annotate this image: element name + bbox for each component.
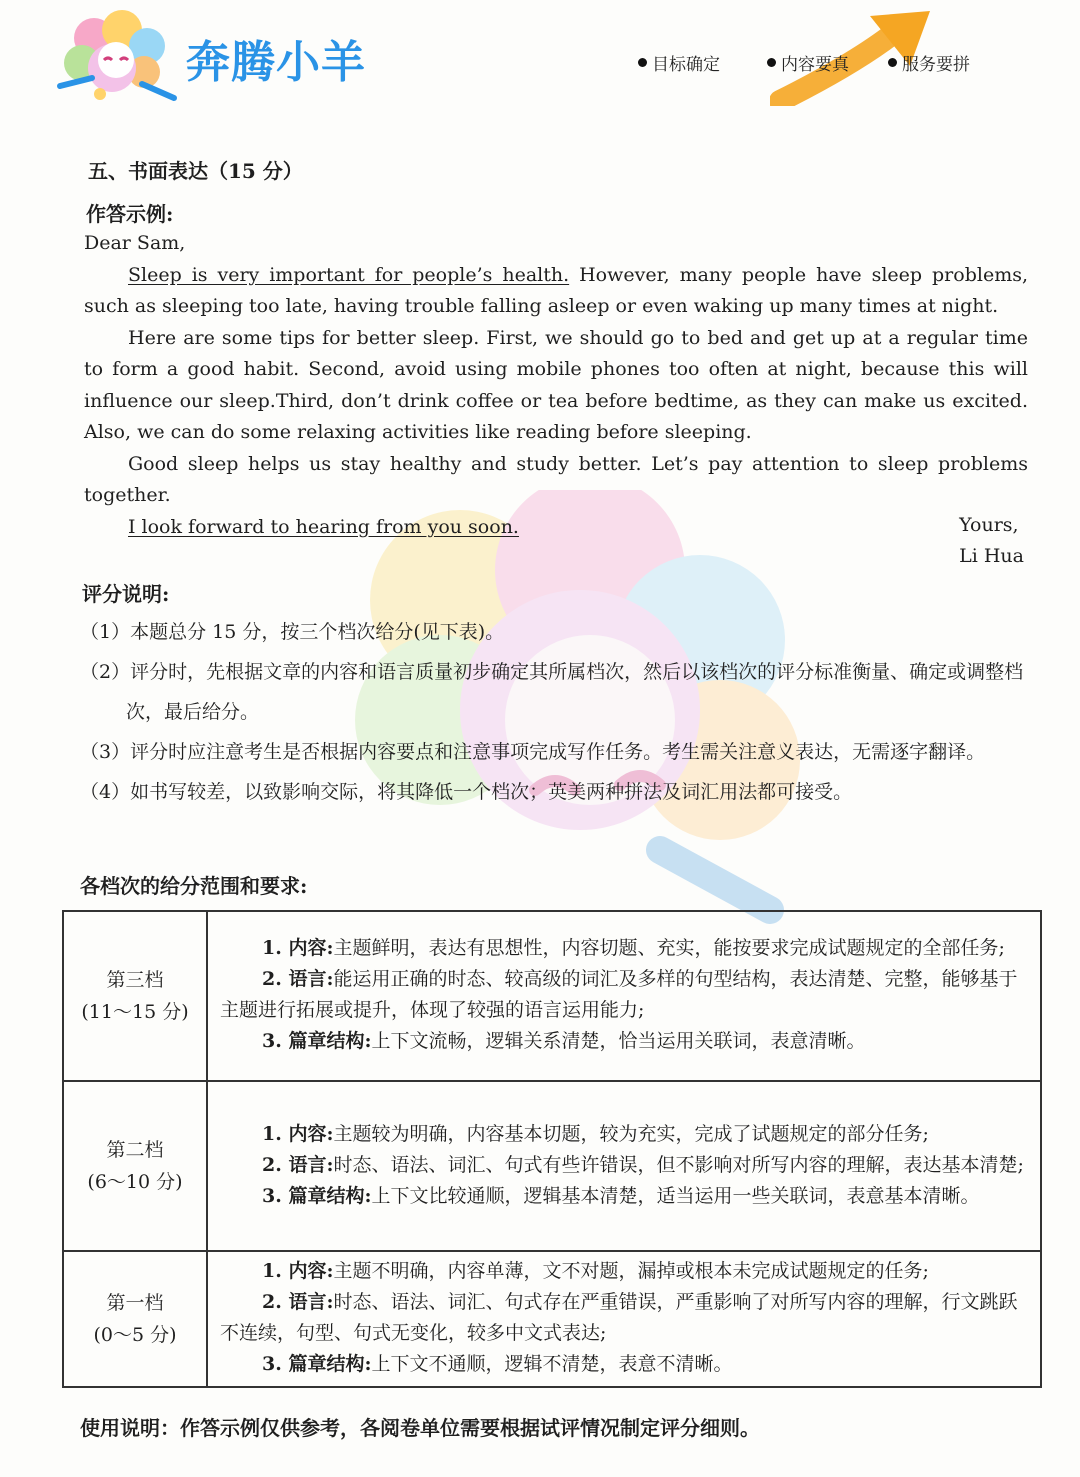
criteria-cell: 1. 内容:主题不明确，内容单薄，文不对题，漏掉或根本未完成试题规定的任务; 2. 语言:时态、语法、词汇、句式存在严重错误，严重影响了对所写内容的理解，行文跳跃不连续，句型、句式无变化，较多中文式表达; 3. 篇章结构:上下文不通顺，逻辑不清楚，表意不清晰。 xyxy=(207,1251,1041,1387)
level-cell: 第二档 (6～10 分) xyxy=(63,1081,207,1251)
criteria-cell: 1. 内容:主题较为明确，内容基本切题，较为充实，完成了试题规定的部分任务; 2. 语言:时态、语法、词汇、句式有些许错误，但不影响对所写内容的理解，表达基本清楚; 3. 篇章结构:上下文比较通顺，逻辑基本清楚，适当运用一些关联词，表意基本清晰。 xyxy=(207,1081,1041,1251)
level-cell: 第三档 (11～15 分) xyxy=(63,911,207,1081)
usage-note: 使用说明：作答示例仅供参考，各阅卷单位需要根据试评情况制定评分细则。 xyxy=(80,1416,760,1440)
scoring-rule: （3）评分时应注意考生是否根据内容要点和注意事项完成写作任务。考生需关注意义表达，无需逐字翻译。 xyxy=(80,741,986,763)
letter-paragraph xyxy=(84,512,1028,544)
scoring-rule: （1）本题总分 15 分，按三个档次给分(见下表)。 xyxy=(80,621,505,643)
underlined-sentence: Sleep is very important for people’s health. xyxy=(128,263,570,286)
table-row xyxy=(63,1251,1041,1387)
letter-paragraph: Sleep is very important for people’s health. However, many people have sleep problems, such as sleeping too late, having trouble falling asleep or even waking up many times at night. xyxy=(84,263,1028,317)
sheep-logo-icon xyxy=(52,8,182,108)
section-title: 五、书面表达（15 分） xyxy=(88,159,303,183)
scoring-rule: （4）如书写较差，以致影响交际，将其降低一个档次；英美两种拼法及词汇用法都可接受。 xyxy=(80,781,853,803)
letter-signoff xyxy=(959,510,1024,572)
scoring-label: 评分说明: xyxy=(82,582,170,606)
example-label: 作答示例: xyxy=(86,202,174,226)
levels-label: 各档次的给分范围和要求: xyxy=(80,874,308,898)
nav-item-content: 内容要真 xyxy=(767,50,849,75)
nav-item-goal: 目标确定 xyxy=(638,50,720,75)
scoring-rule: （2）评分时，先根据文章的内容和语言质量初步确定其所属档次，然后以该档次的评分标准衡量、确定或调整档次，最后给分。 xyxy=(80,661,1024,723)
level-cell: 第一档 (0～5 分) xyxy=(63,1251,207,1387)
brand-name: 奔腾小羊 xyxy=(186,37,366,88)
sample-letter xyxy=(84,228,1028,543)
grading-table xyxy=(62,910,1042,1388)
criteria-cell: 1. 内容:主题鲜明，表达有思想性，内容切题、充实，能按要求完成试题规定的全部任务; 2. 语言:能运用正确的时态、较高级的词汇及多样的句型结构，表达清楚、完整，能够基于主题进行拓展或提升，体现了较强的语言运用能力; 3. 篇章结构:上下文流畅，逻辑关系清楚，恰当运用关联词，表意清晰。 xyxy=(207,911,1041,1081)
underlined-sentence: I look forward to hearing from you soon. xyxy=(128,515,519,538)
table-row xyxy=(63,1081,1041,1251)
letter-paragraph: Good sleep helps us stay healthy and study better. Let’s pay attention to sleep problems together. xyxy=(84,452,1028,506)
letter-closing: Yours, xyxy=(959,514,1019,536)
scoring-rules xyxy=(80,612,1028,812)
letter-paragraph: Here are some tips for better sleep. First, we should go to bed and get up at a regular time to form a good habit. Second, avoid using mobile phones too often at night, because this will influence our sleep.Third, don’t drink coffee or tea before bedtime, as they can make us excited. Also, we can do some relaxing activities like reading before sleeping. xyxy=(84,326,1028,443)
table-row xyxy=(63,911,1041,1081)
letter-signature: Li Hua xyxy=(959,545,1024,567)
letter-salutation: Dear Sam, xyxy=(84,232,186,254)
nav-item-service: 服务要拼 xyxy=(888,50,970,75)
page-header xyxy=(0,0,1080,120)
